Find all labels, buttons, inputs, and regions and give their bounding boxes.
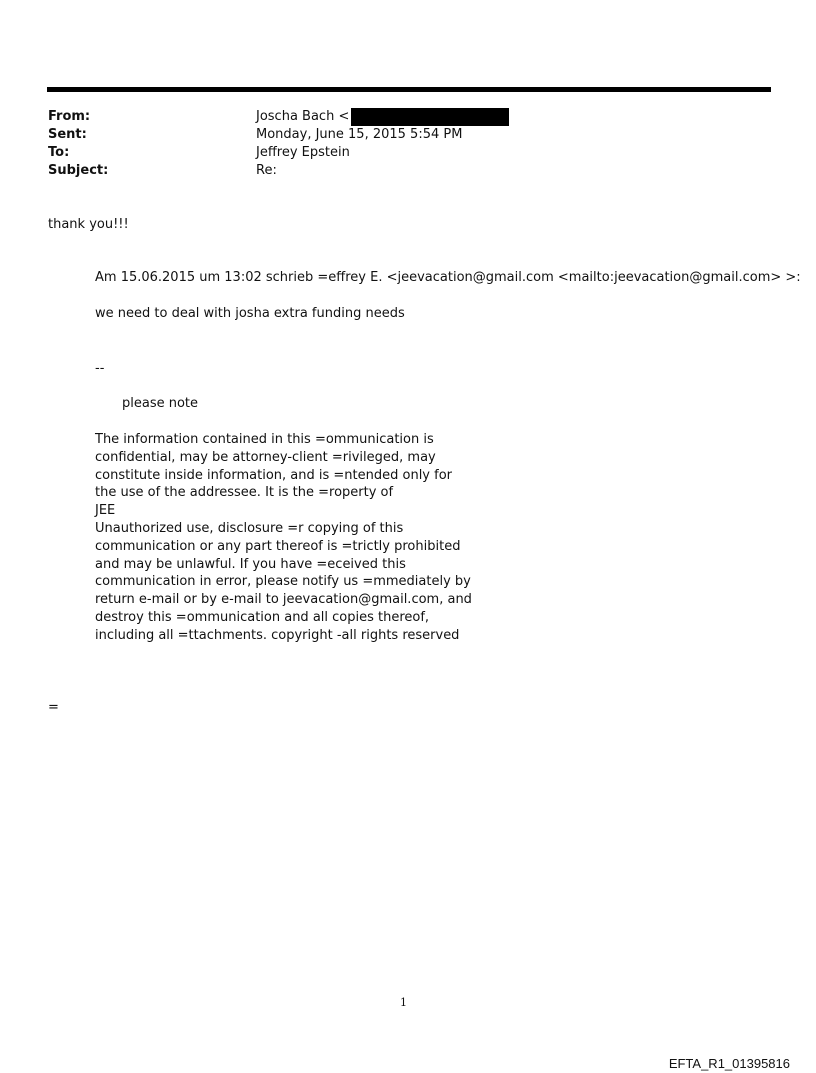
page-number: 1 (400, 996, 407, 1009)
to-value: Jeffrey Epstein (256, 145, 350, 160)
top-rule (47, 87, 771, 92)
email-header (48, 108, 748, 180)
disclaimer (95, 431, 472, 645)
trailing-equals: = (48, 700, 59, 715)
disclaimer-line: The information contained in this =ommunication is (95, 432, 434, 447)
from-name: Joscha Bach < (256, 109, 350, 124)
document-id: EFTA_R1_01395816 (668, 1056, 790, 1071)
disclaimer-line: communication or any part thereof is =trictly prohibited (95, 538, 461, 554)
disclaimer-line: communication in error, please notify us =mmediately by (95, 574, 471, 590)
to-label: To: (48, 145, 70, 160)
disclaimer-line: the use of the addressee. It is the =roperty of (95, 485, 394, 501)
subject-row (48, 162, 748, 180)
subject-value: Re: (256, 163, 277, 178)
reply-text: thank you!!! (48, 217, 129, 232)
sent-label: Sent: (48, 127, 87, 142)
disclaimer-line: including all =ttachments. copyright -all rights reserved (95, 627, 460, 643)
please-note: please note (122, 396, 199, 411)
disclaimer-line: and may be unlawful. If you have =eceived this (95, 556, 406, 572)
disclaimer-line: confidential, may be attorney-client =rivileged, may (95, 449, 436, 465)
disclaimer-line: Unauthorized use, disclosure =r copying of this (95, 520, 404, 536)
from-value (256, 108, 509, 126)
redaction-block (351, 108, 509, 126)
sent-value: Monday, June 15, 2015 5:54 PM (256, 127, 463, 142)
disclaimer-line: destroy this =ommunication and all copies thereof, (95, 609, 430, 625)
sent-row (48, 126, 748, 144)
from-row (48, 108, 748, 126)
disclaimer-line: return e-mail or by e-mail to jeevacation@gmail.com, and (95, 592, 472, 608)
to-row (48, 144, 748, 162)
quote-intro: Am 15.06.2015 um 13:02 schrieb =effrey E. <jeevacation@gmail.com <mailto:jeevacation@gmail.com> >: (95, 270, 801, 285)
from-label: From: (48, 109, 91, 124)
disclaimer-line: JEE (95, 503, 116, 519)
disclaimer-line: constitute inside information, and is =ntended only for (95, 467, 453, 483)
signature-dashes: -- (95, 361, 105, 376)
quote-message: we need to deal with josha extra funding needs (95, 306, 405, 321)
subject-label: Subject: (48, 163, 109, 178)
